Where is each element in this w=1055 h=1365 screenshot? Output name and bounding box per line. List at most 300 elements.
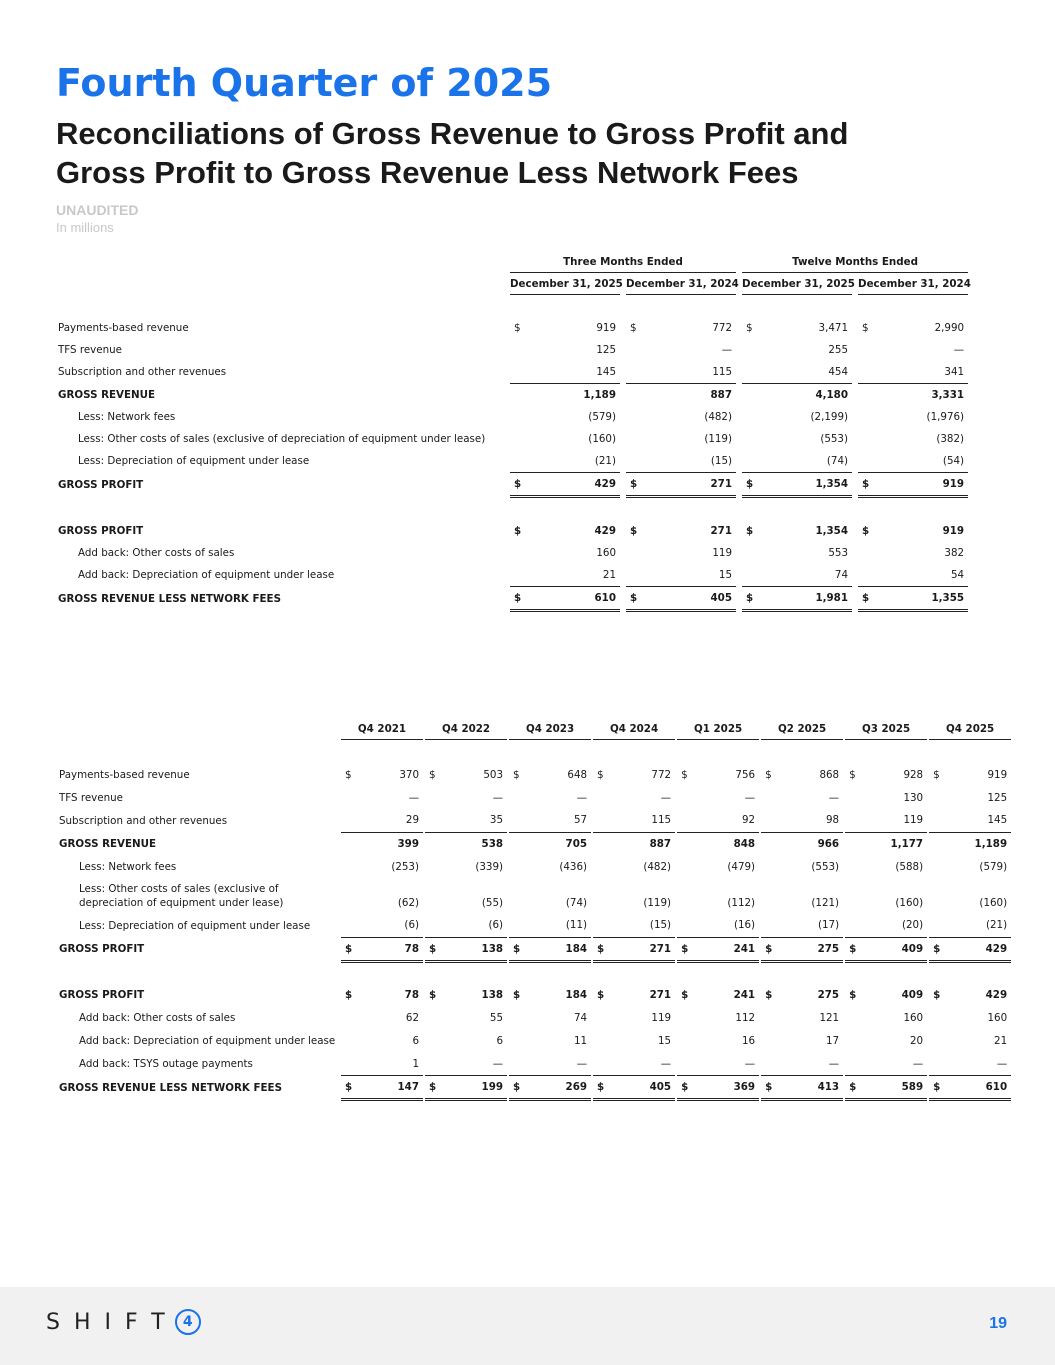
row-label: Less: Other costs of sales (exclusive of depreciation of equipment under lease): [78, 433, 486, 445]
cell-value: 370: [399, 768, 420, 781]
table-row: [56, 384, 968, 407]
cell-value: 1,177: [865, 832, 927, 855]
reconciliation-table-period: [56, 251, 971, 612]
cell-value: 6: [412, 1035, 420, 1047]
currency-symbol: $: [509, 937, 529, 961]
cell-value: 409: [901, 989, 924, 1001]
cell-value: 145: [987, 814, 1008, 827]
cell-value: 3,331: [882, 384, 968, 407]
table-row: [57, 786, 1011, 809]
logo-wordmark: SHIFT: [46, 1309, 179, 1335]
cell-value: —: [576, 791, 588, 804]
currency-symbol: $: [597, 768, 604, 781]
currency-symbol: [929, 809, 949, 832]
row-label: Less: Depreciation of equipment under lease: [79, 919, 311, 932]
currency-symbol: [929, 878, 949, 914]
table-row: [56, 587, 968, 611]
row-label: Add back: Depreciation of equipment under lease: [79, 1035, 336, 1047]
table-row: [56, 473, 968, 497]
currency-symbol: $: [845, 937, 865, 961]
currency-symbol: [510, 384, 534, 407]
column-header: December 31, 2025: [510, 273, 620, 295]
currency-symbol: [929, 914, 949, 937]
row-label: GROSS REVENUE LESS NETWORK FEES: [59, 1081, 282, 1094]
currency-symbol: $: [510, 473, 534, 497]
currency-symbol: [341, 832, 361, 855]
currency-symbol: [341, 1053, 361, 1076]
cell-value: 848: [697, 832, 759, 855]
table-row: [57, 984, 1011, 1007]
cell-value: (579): [979, 860, 1008, 873]
cell-value: 16: [741, 1035, 756, 1047]
cell-value: (21): [594, 455, 616, 467]
currency-symbol: [510, 361, 534, 384]
currency-symbol: [858, 564, 882, 587]
currency-symbol: $: [742, 473, 766, 497]
row-label: GROSS REVENUE: [58, 388, 156, 401]
table-row: [56, 317, 968, 339]
cell-value: (121): [811, 897, 840, 909]
table-row: [56, 361, 968, 384]
cell-value: 429: [534, 473, 620, 497]
currency-symbol: [593, 1053, 613, 1076]
table-row: [57, 1053, 1011, 1076]
cell-value: 271: [613, 937, 675, 961]
table-row: [57, 763, 1011, 786]
cell-value: (74): [565, 897, 588, 909]
currency-symbol: [626, 406, 650, 428]
cell-value: 538: [445, 832, 507, 855]
cell-value: —: [828, 791, 840, 804]
cell-value: (553): [811, 860, 840, 873]
currency-symbol: $: [514, 322, 521, 334]
currency-symbol: $: [933, 989, 941, 1001]
currency-symbol: [509, 914, 529, 937]
currency-symbol: $: [677, 937, 697, 961]
currency-symbol: [677, 914, 697, 937]
cell-value: 610: [534, 587, 620, 611]
currency-symbol: [509, 1053, 529, 1076]
cell-value: 1,189: [534, 384, 620, 407]
currency-symbol: [845, 855, 865, 878]
currency-symbol: [742, 339, 766, 361]
group-header-three-months: Three Months Ended: [510, 251, 736, 273]
cell-value: 241: [697, 937, 759, 961]
currency-symbol: [593, 1007, 613, 1030]
cell-value: —: [744, 791, 756, 804]
table-row: [57, 809, 1011, 832]
column-header: Q4 2025: [929, 718, 1011, 740]
table-row: [56, 450, 968, 473]
currency-symbol: [509, 809, 529, 832]
currency-symbol: $: [858, 587, 882, 611]
currency-symbol: $: [630, 525, 638, 537]
currency-symbol: $: [630, 322, 637, 334]
row-label: Payments-based revenue: [59, 768, 190, 781]
cell-value: —: [408, 791, 420, 804]
row-label: Add back: TSYS outage payments: [79, 1058, 253, 1070]
currency-symbol: [341, 786, 361, 809]
cell-value: 553: [828, 547, 849, 559]
table-row: [56, 520, 968, 542]
cell-value: 269: [529, 1076, 591, 1100]
currency-symbol: [761, 786, 781, 809]
currency-symbol: [593, 786, 613, 809]
cell-value: (21): [985, 919, 1008, 932]
cell-value: 78: [404, 989, 420, 1001]
cell-value: —: [660, 791, 672, 804]
cell-value: 138: [481, 989, 504, 1001]
cell-value: 919: [882, 473, 968, 497]
cell-value: 868: [819, 768, 840, 781]
cell-value: 54: [950, 569, 965, 581]
row-label: GROSS PROFIT: [58, 478, 144, 491]
page-number: 19: [989, 1315, 1007, 1332]
currency-symbol: $: [862, 525, 870, 537]
table-row: [57, 937, 1011, 961]
cell-value: 919: [942, 525, 965, 537]
cell-value: 772: [712, 322, 733, 334]
currency-symbol: $: [746, 322, 753, 334]
cell-value: 241: [733, 989, 756, 1001]
cell-value: 1,981: [766, 587, 852, 611]
cell-value: 369: [697, 1076, 759, 1100]
currency-symbol: $: [425, 1076, 445, 1100]
currency-symbol: [425, 1007, 445, 1030]
row-label: Subscription and other revenues: [58, 366, 227, 379]
cell-value: 55: [489, 1012, 504, 1024]
row-label: Add back: Depreciation of equipment under lease: [78, 569, 335, 582]
currency-symbol: [510, 542, 534, 564]
column-header: Q4 2024: [593, 718, 675, 740]
currency-symbol: [425, 878, 445, 914]
row-label: GROSS REVENUE LESS NETWORK FEES: [58, 592, 281, 605]
row-label: GROSS REVENUE: [59, 837, 157, 850]
cell-value: 17: [825, 1035, 840, 1047]
column-header: Q2 2025: [761, 718, 843, 740]
currency-symbol: [761, 1007, 781, 1030]
currency-symbol: [761, 878, 781, 914]
cell-value: 29: [405, 814, 420, 827]
row-label: Less: Network fees: [78, 411, 176, 423]
currency-symbol: [593, 855, 613, 878]
currency-symbol: [509, 855, 529, 878]
page-title-line-1: Reconciliations of Gross Revenue to Gross Profit and: [56, 116, 849, 151]
currency-symbol: $: [513, 989, 521, 1001]
cell-value: 160: [596, 547, 616, 559]
row-label: TFS revenue: [59, 791, 123, 804]
row-label: GROSS PROFIT: [59, 943, 145, 955]
currency-symbol: $: [597, 989, 605, 1001]
currency-symbol: [677, 855, 697, 878]
cell-value: 275: [781, 937, 843, 961]
currency-symbol: [761, 809, 781, 832]
shift4-logo: [46, 1309, 201, 1335]
cell-value: (339): [475, 860, 504, 873]
cell-value: 115: [651, 814, 672, 827]
currency-symbol: [425, 809, 445, 832]
cell-value: 648: [567, 768, 588, 781]
column-header: Q4 2023: [509, 718, 591, 740]
currency-symbol: [742, 428, 766, 450]
cell-value: (20): [901, 919, 924, 932]
logo-circle-four-icon: 4: [175, 1309, 201, 1335]
cell-value: —: [744, 1057, 756, 1070]
currency-symbol: [425, 832, 445, 855]
cell-value: (160): [895, 897, 924, 909]
table-row: [57, 914, 1011, 937]
cell-value: (6): [488, 919, 504, 932]
cell-value: (160): [979, 897, 1008, 909]
cell-value: 271: [710, 525, 733, 537]
cell-value: —: [576, 1057, 588, 1070]
currency-symbol: $: [858, 473, 882, 497]
currency-symbol: [677, 1053, 697, 1076]
cell-value: (436): [559, 860, 588, 873]
currency-symbol: [510, 428, 534, 450]
row-label: Add back: Other costs of sales: [78, 547, 235, 559]
cell-value: 610: [949, 1076, 1011, 1100]
cell-value: —: [953, 344, 965, 356]
currency-symbol: [929, 855, 949, 878]
currency-symbol: [425, 855, 445, 878]
cell-value: (15): [649, 919, 672, 932]
row-label: Less: Network fees: [79, 860, 177, 873]
currency-symbol: [761, 855, 781, 878]
currency-symbol: $: [341, 1076, 361, 1100]
cell-value: (11): [565, 919, 588, 932]
currency-symbol: $: [746, 525, 754, 537]
cell-value: 138: [445, 937, 507, 961]
currency-symbol: [845, 1053, 865, 1076]
cell-value: 184: [565, 989, 588, 1001]
currency-symbol: $: [849, 768, 856, 781]
row-label: Add back: Other costs of sales: [79, 1012, 236, 1024]
cell-value: 6: [496, 1035, 504, 1047]
cell-value: (160): [588, 433, 616, 445]
cell-value: 119: [651, 1012, 672, 1024]
currency-symbol: [509, 1030, 529, 1053]
cell-value: —: [492, 791, 504, 804]
row-label: Payments-based revenue: [58, 322, 189, 334]
currency-symbol: [509, 832, 529, 855]
currency-symbol: $: [681, 768, 688, 781]
currency-symbol: [858, 450, 882, 473]
column-header: December 31, 2025: [742, 273, 852, 295]
cell-value: 399: [361, 832, 423, 855]
cell-value: (2,199): [810, 411, 849, 423]
cell-value: 160: [987, 1012, 1008, 1024]
cell-value: (588): [895, 860, 924, 873]
currency-symbol: [742, 384, 766, 407]
cell-value: 21: [994, 1035, 1008, 1047]
cell-value: 74: [834, 569, 849, 581]
cell-value: 130: [903, 791, 924, 804]
currency-symbol: [626, 450, 650, 473]
currency-symbol: [509, 1007, 529, 1030]
row-label: Less: Other costs of sales (exclusive of depreciation of equipment under lease): [79, 883, 284, 909]
currency-symbol: [626, 384, 650, 407]
cell-value: 1,189: [949, 832, 1011, 855]
column-header: Q1 2025: [677, 718, 759, 740]
table-row: [57, 878, 1011, 914]
cell-value: 21: [602, 569, 616, 581]
cell-value: 409: [865, 937, 927, 961]
cell-value: (112): [727, 897, 756, 909]
cell-value: 98: [825, 814, 840, 827]
currency-symbol: [425, 786, 445, 809]
currency-symbol: [593, 1030, 613, 1053]
cell-value: 35: [489, 814, 504, 827]
currency-symbol: [626, 428, 650, 450]
currency-symbol: $: [862, 322, 869, 334]
currency-symbol: [677, 1007, 697, 1030]
cell-value: 1,354: [766, 473, 852, 497]
cell-value: 705: [529, 832, 591, 855]
currency-symbol: $: [429, 768, 436, 781]
cell-value: 919: [987, 768, 1008, 781]
units-label: In millions: [56, 220, 114, 235]
cell-value: 887: [650, 384, 736, 407]
cell-value: (17): [817, 919, 840, 932]
currency-symbol: [845, 832, 865, 855]
table-row: [56, 542, 968, 564]
cell-value: 966: [781, 832, 843, 855]
currency-symbol: [742, 361, 766, 384]
currency-symbol: $: [429, 989, 437, 1001]
currency-symbol: [510, 339, 534, 361]
currency-symbol: [593, 878, 613, 914]
currency-symbol: [510, 406, 534, 428]
currency-symbol: $: [345, 768, 352, 781]
cell-value: 255: [828, 344, 849, 356]
cell-value: 125: [987, 791, 1008, 804]
cell-value: 4,180: [766, 384, 852, 407]
cell-value: 147: [361, 1076, 423, 1100]
currency-symbol: [761, 1053, 781, 1076]
currency-symbol: [341, 1030, 361, 1053]
page-footer: [0, 1287, 1055, 1365]
cell-value: —: [721, 344, 733, 356]
page-header: [56, 58, 1016, 237]
currency-symbol: $: [593, 937, 613, 961]
currency-symbol: [341, 809, 361, 832]
currency-symbol: [341, 878, 361, 914]
currency-symbol: [425, 1053, 445, 1076]
cell-value: (382): [936, 433, 965, 445]
currency-symbol: [858, 406, 882, 428]
currency-symbol: $: [593, 1076, 613, 1100]
currency-symbol: [677, 786, 697, 809]
currency-symbol: [626, 339, 650, 361]
currency-symbol: [761, 1030, 781, 1053]
cell-value: (479): [727, 860, 756, 873]
currency-symbol: [761, 914, 781, 937]
cell-value: 74: [573, 1012, 588, 1024]
currency-symbol: $: [929, 1076, 949, 1100]
currency-symbol: $: [761, 937, 781, 961]
currency-symbol: [845, 1007, 865, 1030]
currency-symbol: [626, 361, 650, 384]
cell-value: 405: [650, 587, 736, 611]
cell-value: (119): [643, 897, 672, 909]
cell-value: 756: [735, 768, 756, 781]
currency-symbol: [845, 786, 865, 809]
currency-symbol: [858, 384, 882, 407]
currency-symbol: [742, 406, 766, 428]
currency-symbol: $: [509, 1076, 529, 1100]
column-header: Q3 2025: [845, 718, 927, 740]
cell-value: 887: [613, 832, 675, 855]
cell-value: 2,990: [934, 322, 965, 334]
table-row: [56, 564, 968, 587]
cell-value: 413: [781, 1076, 843, 1100]
cell-value: 341: [944, 366, 965, 378]
cell-value: (579): [588, 411, 616, 423]
currency-symbol: [509, 878, 529, 914]
cell-value: 119: [903, 814, 924, 827]
currency-symbol: [341, 855, 361, 878]
currency-symbol: $: [425, 937, 445, 961]
currency-symbol: [341, 1007, 361, 1030]
cell-value: 429: [985, 989, 1008, 1001]
currency-symbol: $: [742, 587, 766, 611]
cell-value: 928: [903, 768, 924, 781]
table-row: [56, 406, 968, 428]
currency-symbol: [845, 809, 865, 832]
cell-value: 199: [445, 1076, 507, 1100]
currency-symbol: $: [514, 525, 522, 537]
currency-symbol: [677, 1030, 697, 1053]
currency-symbol: $: [849, 989, 857, 1001]
cell-value: 405: [613, 1076, 675, 1100]
currency-symbol: $: [513, 768, 520, 781]
cell-value: 271: [650, 473, 736, 497]
table-row: [57, 1007, 1011, 1030]
currency-symbol: $: [681, 989, 689, 1001]
currency-symbol: $: [765, 768, 772, 781]
cell-value: (16): [733, 919, 756, 932]
cell-value: —: [912, 1057, 924, 1070]
column-header: December 31, 2024: [626, 273, 736, 295]
currency-symbol: $: [845, 1076, 865, 1100]
cell-value: (553): [820, 433, 849, 445]
currency-symbol: [510, 564, 534, 587]
currency-symbol: $: [341, 937, 361, 961]
cell-value: 1: [412, 1057, 420, 1070]
currency-symbol: [845, 1030, 865, 1053]
currency-symbol: [929, 1007, 949, 1030]
currency-symbol: [593, 832, 613, 855]
table-row: [56, 339, 968, 361]
cell-value: 125: [596, 344, 616, 356]
currency-symbol: [845, 878, 865, 914]
cell-value: (253): [391, 860, 420, 873]
currency-symbol: [593, 914, 613, 937]
cell-value: (55): [481, 897, 504, 909]
cell-value: (6): [404, 919, 420, 932]
currency-symbol: [858, 361, 882, 384]
cell-value: 57: [573, 814, 588, 827]
currency-symbol: [425, 914, 445, 937]
cell-value: 112: [735, 1012, 756, 1024]
currency-symbol: [929, 786, 949, 809]
group-header-twelve-months: Twelve Months Ended: [742, 251, 968, 273]
cell-value: 275: [817, 989, 840, 1001]
cell-value: 271: [649, 989, 672, 1001]
page-title: [56, 114, 1016, 192]
cell-value: 772: [651, 768, 672, 781]
